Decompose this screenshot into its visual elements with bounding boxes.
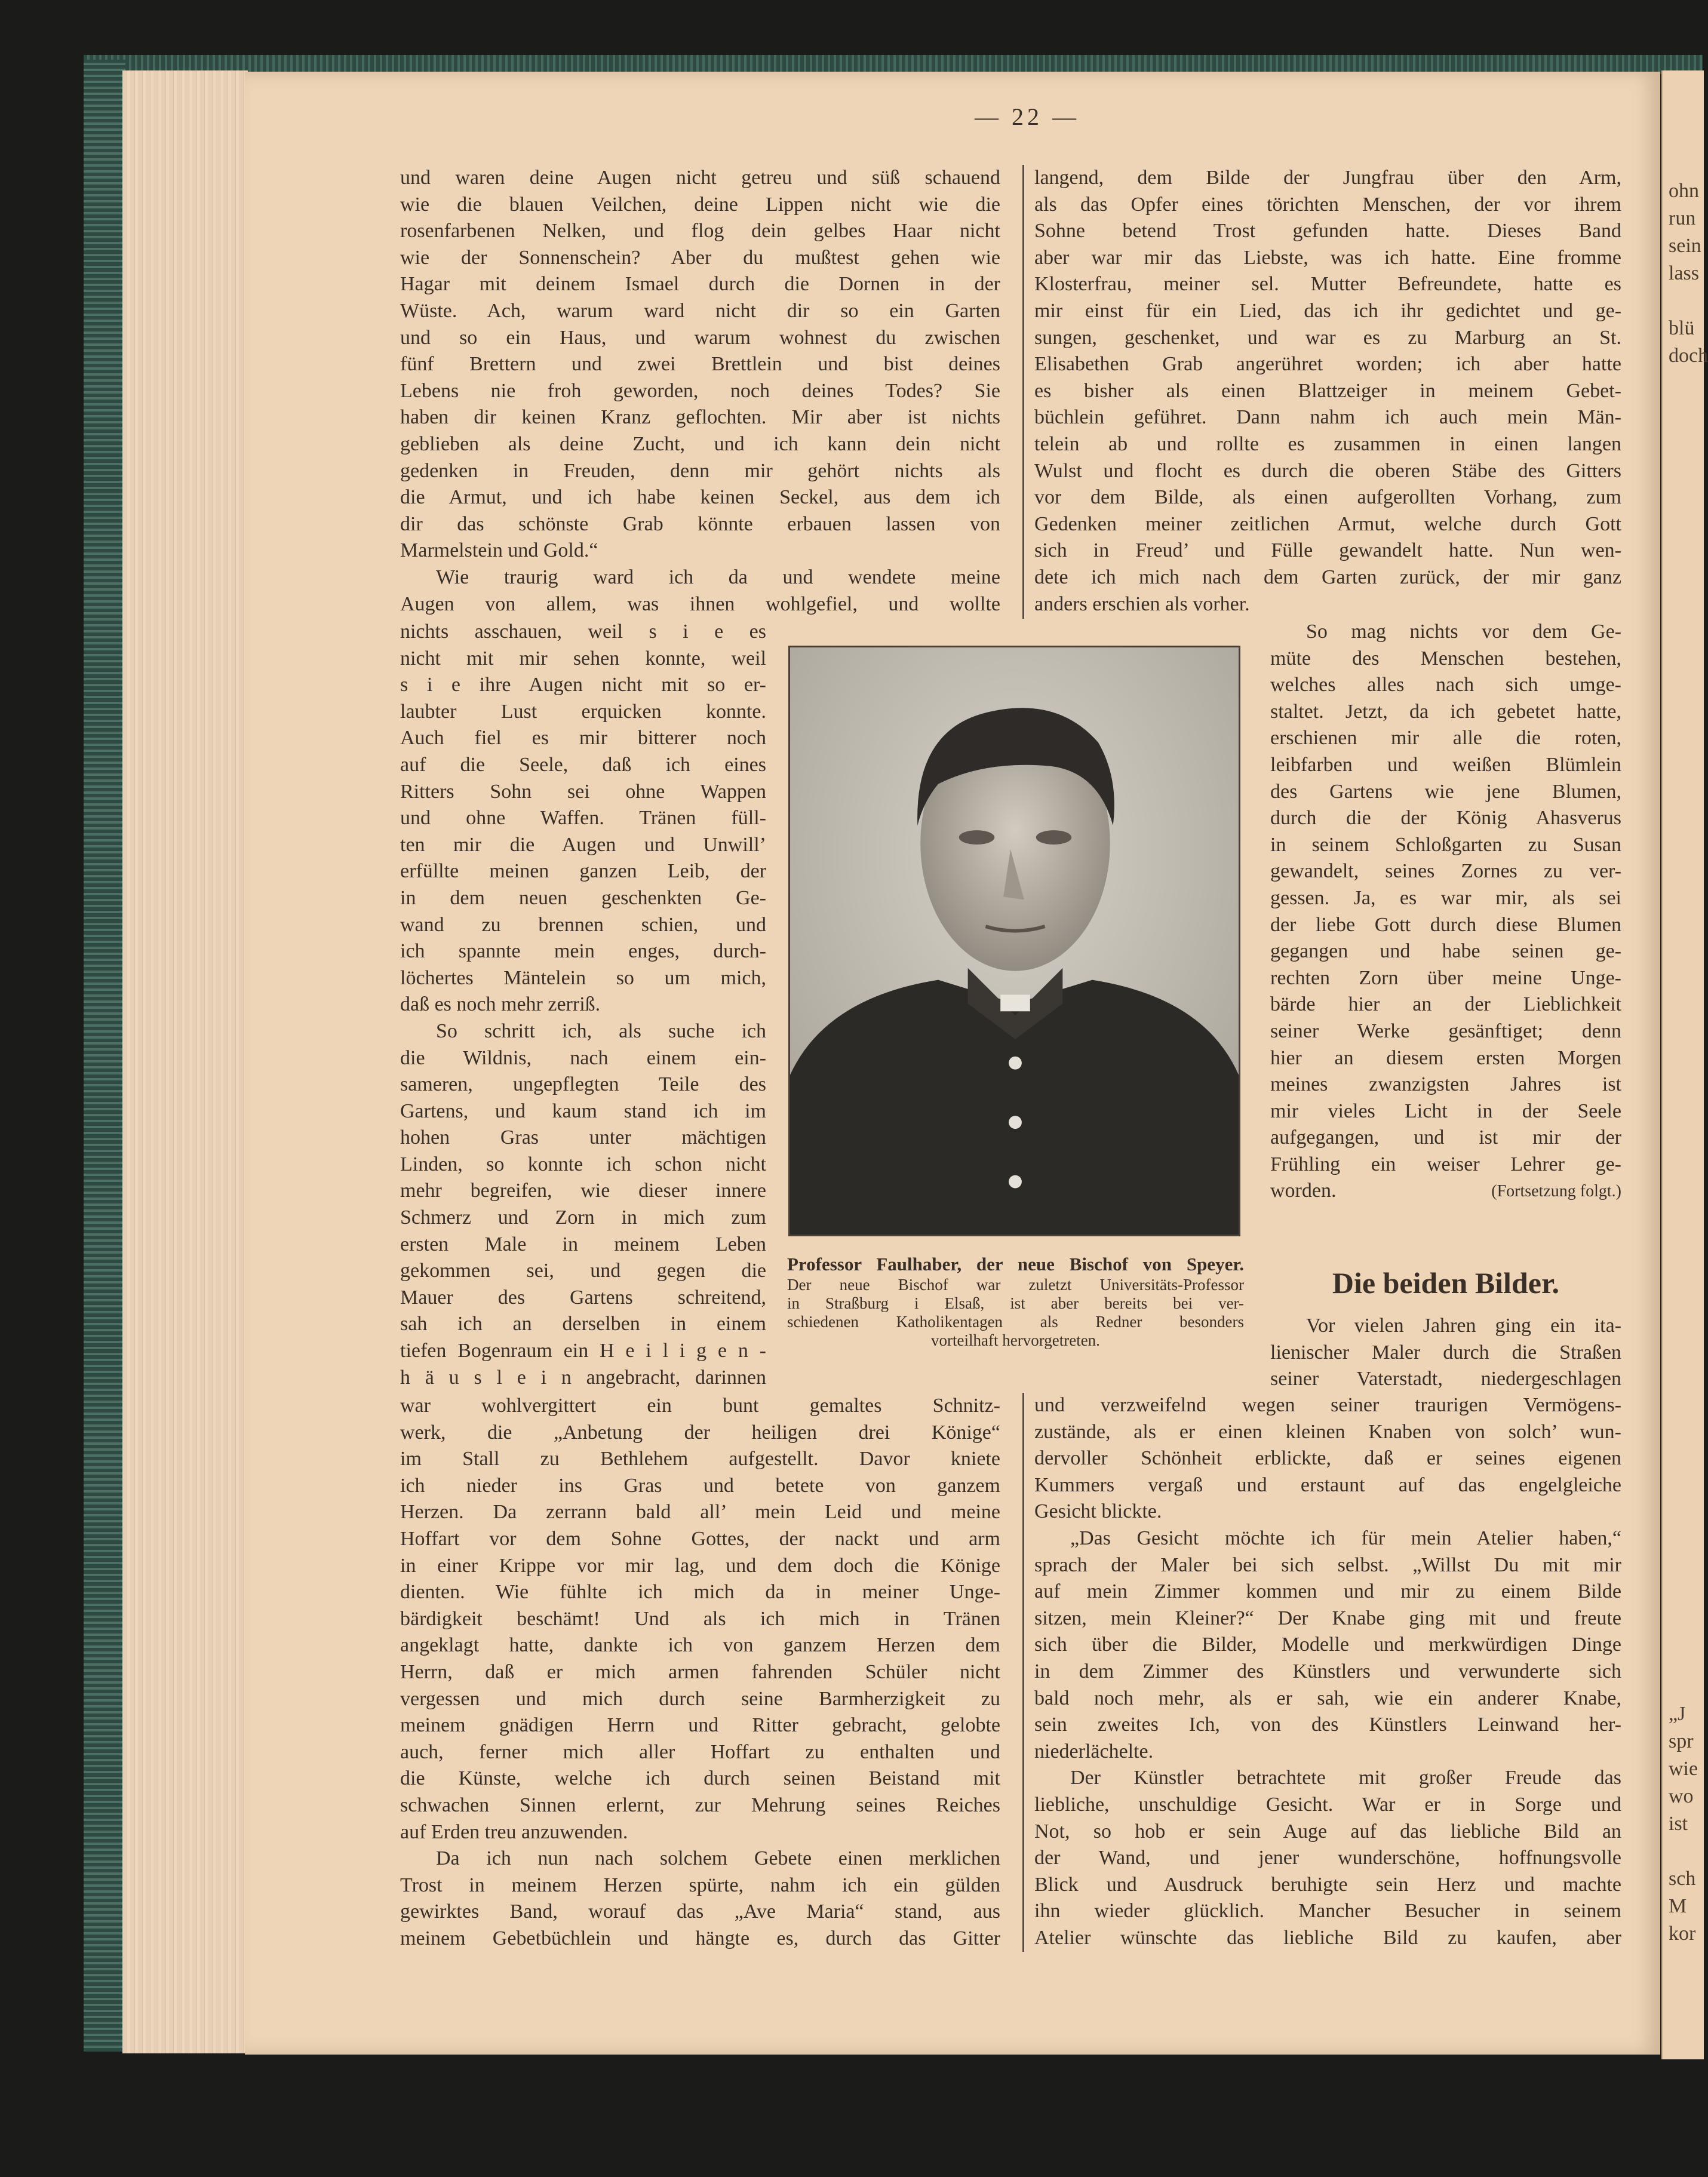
caption-line: in Straßburg i Elsaß, ist aber bereits bei ver-: [787, 1294, 1244, 1312]
text-line: anders erschien als vorher.: [1034, 592, 1250, 615]
text-line: die Künste, welche ich durch seinen Beistand mit: [400, 1767, 1000, 1790]
text-line: in dem Zimmer des Künstlers und verwunderte sich: [1034, 1660, 1621, 1682]
text-line: haben dir keinen Kranz geflochten. Mir aber ist nichts: [400, 406, 1000, 429]
book-cover-left-edge: [84, 60, 125, 2052]
text-line: in einer Krippe vor mir lag, und dem doch die Könige: [400, 1554, 1000, 1577]
text-line: ersten Male in meinem Leben: [400, 1233, 766, 1255]
next-page-text-fragment: sch: [1669, 1868, 1696, 1890]
text-line: und ohne Waffen. Tränen füll-: [400, 807, 766, 830]
text-line: seiner Vaterstadt, niedergeschlagen: [1270, 1368, 1621, 1390]
text-line: wie die blauen Veilchen, deine Lippen nicht wie die: [400, 193, 1000, 216]
text-line: hohen Gras unter mächtigen: [400, 1126, 766, 1149]
text-line: sameren, ungepflegten Teile des: [400, 1073, 766, 1096]
text-line: durch die der König Ahasverus: [1270, 807, 1621, 830]
text-line: gekommen sei, und gegen die: [400, 1260, 766, 1282]
text-line: Linden, so konnte ich schon nicht: [400, 1153, 766, 1175]
text-line: auch, ferner mich aller Hoffart zu enthalten und: [400, 1740, 1000, 1763]
text-line: telein ab und rollte es zusammen in einen langen: [1034, 432, 1621, 455]
text-line: leibfarben und weißen Blümlein: [1270, 753, 1621, 776]
text-line: sprach der Maler bei sich selbst. „Willst Du mit mir: [1034, 1553, 1621, 1576]
text-line: „Das Gesicht möchte ich für mein Atelier haben,“: [1070, 1527, 1621, 1549]
text-line: ich nieder ins Gras und betete von ganzem: [400, 1474, 1000, 1497]
text-line: Da ich nun nach solchem Gebete einen merklichen: [436, 1847, 1000, 1870]
column-divider: [1022, 1393, 1024, 1952]
text-line: So schritt ich, als suche ich: [436, 1020, 766, 1042]
text-line: Hoffart vor dem Sohne Gottes, der nackt und arm: [400, 1527, 1000, 1550]
text-line: Trost in meinem Herzen spürte, nahm ich ein gülden: [400, 1874, 1000, 1896]
text-line: vergessen und mich durch seine Barmherzigkeit zu: [400, 1687, 1000, 1710]
text-line: rosenfarbenen Nelken, und flog dein gelbes Haar nicht: [400, 220, 1000, 242]
text-line: dir das schönste Grab könnte erbauen lassen von: [400, 512, 1000, 535]
text-line: staltet. Jetzt, da ich gebetet hatte,: [1270, 700, 1621, 723]
text-line: gewandelt, seines Zornes zu ver-: [1270, 860, 1621, 883]
text-line: bärdigkeit beschämt! Und als ich mich in Tränen: [400, 1607, 1000, 1630]
text-line: in dem neuen geschenkten Ge-: [400, 886, 766, 909]
next-page-text-fragment: wo: [1669, 1785, 1694, 1807]
text-line: Wulst und flocht es durch die oberen Stäbe des Gitters: [1034, 459, 1621, 482]
text-line: sein zweites Ich, von des Künstlers Leinwand her-: [1034, 1714, 1621, 1736]
text-line: liebliche, unschuldige Gesicht. War er in Sorge und: [1034, 1793, 1621, 1816]
text-line: So mag nichts vor dem Ge-: [1306, 621, 1621, 643]
page-number: — 22 —: [975, 103, 1080, 130]
caption-line: Der neue Bischof war zuletzt Universitäts-Professor: [787, 1276, 1244, 1294]
next-page-text-fragment: „J: [1669, 1703, 1686, 1725]
text-line: Schmerz und Zorn in mich zum: [400, 1206, 766, 1229]
text-line: worden.: [1270, 1180, 1337, 1202]
text-line: fünf Brettern und zwei Brettlein und bist deines: [400, 353, 1000, 376]
text-line: sich über die Bilder, Modelle und merkwürdigen Dinge: [1034, 1633, 1621, 1656]
text-line: Herrn, daß er mich armen fahrenden Schüler nicht: [400, 1660, 1000, 1683]
text-line: Vor vielen Jahren ging ein ita-: [1306, 1315, 1621, 1337]
text-line: werk, die „Anbetung der heiligen drei Könige“: [400, 1421, 1000, 1444]
text-line: mir vieles Licht in der Seele: [1270, 1100, 1621, 1122]
text-line: wie der Sonnenschein? Aber du mußtest gehen wie: [400, 246, 1000, 269]
left-column-text-wrapped: [400, 619, 766, 1391]
text-line: geblieben als deine Zucht, und ich kann dein nicht: [400, 432, 1000, 455]
text-line: auf Erden treu anzuwenden.: [400, 1820, 628, 1843]
text-line: laubter Lust erquicken konnte.: [400, 700, 766, 723]
text-line: dienten. Wie fühlte ich mich da in meiner Unge-: [400, 1581, 1000, 1604]
text-line: meinem Gebetbüchlein und hängte es, durch das Gitter: [400, 1927, 1000, 1949]
text-line: des Gartens wie jene Blumen,: [1270, 780, 1621, 803]
next-page-text-fragment: ist: [1669, 1813, 1688, 1835]
next-page-text-fragment: lass: [1669, 262, 1699, 284]
text-line: Gedenken meiner zeitlichen Armut, welche durch Gott: [1034, 512, 1621, 535]
text-line: wand zu brennen schien, und: [400, 913, 766, 936]
text-line: hier an diesem ersten Morgen: [1270, 1046, 1621, 1069]
story-title: Die beiden Bilder.: [1332, 1266, 1560, 1300]
text-line: mehr begreifen, wie dieser innere: [400, 1180, 766, 1202]
next-page-text-fragment: blü: [1669, 317, 1695, 339]
text-line: müte des Menschen bestehen,: [1270, 647, 1621, 670]
text-line: Atelier wünschte das liebliche Bild zu kaufen, aber: [1034, 1926, 1621, 1949]
story-intro-text: [1270, 1313, 1621, 1393]
text-line: Gesicht blickte.: [1034, 1500, 1162, 1523]
next-page-text-fragment: run: [1669, 207, 1696, 229]
text-line: angeklagt hatte, dankte ich von ganzem Herzen dem: [400, 1634, 1000, 1657]
text-line: ich spannte mein enges, durch-: [400, 940, 766, 963]
text-line: erfüllte meinen ganzen Leib, der: [400, 860, 766, 883]
column-divider: [1022, 165, 1024, 619]
text-line: Gartens, und kaum stand ich im: [400, 1100, 766, 1122]
text-line: Kummers vergaß und erstaunt auf das engelgleiche: [1034, 1473, 1621, 1496]
text-line: Wüste. Ach, warum ward nicht dir so ein Garten: [400, 299, 1000, 322]
text-line: sitzen, mein Kleiner?“ Der Knabe ging mit und freute: [1034, 1607, 1621, 1629]
left-column-text-top: [400, 165, 1000, 618]
text-line: gessen. Ja, es war mir, als sei: [1270, 886, 1621, 909]
text-line: auf die Seele, daß ich eines: [400, 753, 766, 776]
text-line: nichts asschauen, weil s i e es: [400, 621, 766, 643]
next-page-text-fragment: ohn: [1669, 180, 1699, 202]
text-line: und waren deine Augen nicht getreu und süß schauend: [400, 167, 1000, 189]
text-line: in seinem Schloßgarten zu Susan: [1270, 833, 1621, 856]
text-line: Augen von allem, was ihnen wohlgefiel, und wollte: [400, 592, 1000, 615]
text-line: Auch fiel es mir bitterer noch: [400, 727, 766, 750]
text-line: Wie traurig ward ich da und wendete meine: [436, 566, 1000, 588]
text-line: dervoller Schönheit erblickte, daß er seines eigenen: [1034, 1447, 1621, 1470]
text-line: Mauer des Gartens schreitend,: [400, 1286, 766, 1309]
text-line: der liebe Gott durch diese Blumen: [1270, 913, 1621, 936]
text-line: es bisher als einen Blattzeiger in meinem Gebet-: [1034, 379, 1621, 402]
text-line: gedenken in Freuden, denn mir gehört nichts als: [400, 459, 1000, 482]
text-line: Blick und Ausdruck beruhigte sein Herz und machte: [1034, 1873, 1621, 1896]
text-line: nicht mit mir sehen konnte, weil: [400, 647, 766, 670]
next-page-text-fragment: kor: [1669, 1923, 1696, 1945]
caption-line: schiedenen Katholikentagen als Redner besonders: [787, 1313, 1244, 1331]
text-line: Lebens nie froh geworden, noch deines Todes? Sie: [400, 379, 1000, 402]
text-line: tiefen Bogenraum ein H e i l i g e n -: [400, 1340, 766, 1362]
page-stack-edge: [122, 70, 248, 2053]
text-line: Elisabethen Grab angerühret worden; ich aber hatte: [1034, 353, 1621, 376]
text-line: lienischer Maler durch die Straßen: [1270, 1341, 1621, 1364]
text-line: gegangen und habe seinen ge-: [1270, 940, 1621, 963]
text-line: daß es noch mehr zerriß.: [400, 993, 601, 1016]
text-line: aufgegangen, und ist mir der: [1270, 1126, 1621, 1149]
next-page-text-fragment: sein: [1669, 235, 1701, 257]
text-line: im Stall zu Bethlehem aufgestellt. Davor kniete: [400, 1448, 1000, 1470]
text-line: Klosterfrau, meiner sel. Mutter Befreundete, hatte es: [1034, 273, 1621, 296]
text-line: bald noch mehr, als er sah, wie ein anderer Knabe,: [1034, 1687, 1621, 1709]
text-line: sungen, geschenket, und war es zu Marburg an St.: [1034, 326, 1621, 349]
text-line: die Armut, und ich habe keinen Seckel, aus dem ich: [400, 486, 1000, 509]
text-line: die Wildnis, nach einem ein-: [400, 1046, 766, 1069]
text-line: meinem gnädigen Herrn und Ritter gebracht, gelobte: [400, 1714, 1000, 1737]
text-line: büchlein geführet. Dann nahm ich auch mein Män-: [1034, 406, 1621, 429]
next-page-edge: [1661, 70, 1708, 2059]
text-line: der Wand, und jener wunderschöne, hoffnungsvolle: [1034, 1847, 1621, 1869]
text-line: s i e ihre Augen nicht mit so er-: [400, 674, 766, 696]
text-line: rechten Zorn über meine Unge-: [1270, 966, 1621, 989]
right-column-text-wrapped: [1270, 619, 1621, 1205]
text-line: sich in Freud’ und Fülle gewandelt hatte. Nun wen-: [1034, 539, 1621, 562]
text-line: Der Künstler betrachtete mit großer Freude das: [1070, 1767, 1621, 1789]
text-line: gewirktes Band, worauf das „Ave Maria“ stand, aus: [400, 1900, 1000, 1923]
next-page-text-fragment: spr: [1669, 1730, 1694, 1752]
text-line: zustände, als er einen kleinen Knaben von solch’ wun-: [1034, 1420, 1621, 1443]
next-page-text-fragment: doch: [1669, 345, 1708, 367]
left-column-text-bottom: [400, 1393, 1000, 1952]
next-page-text-fragment: wie: [1669, 1758, 1698, 1780]
caption-title: Professor Faulhaber, der neue Bischof von Speyer.: [787, 1254, 1244, 1275]
text-line: Ritters Sohn sei ohne Wappen: [400, 780, 766, 803]
text-line: seiner Werke gesänftiget; denn: [1270, 1020, 1621, 1042]
portrait-photo: [788, 646, 1240, 1236]
text-line: bärde hier an der Lieblichkeit: [1270, 993, 1621, 1016]
text-line: sah ich an derselben in einem: [400, 1313, 766, 1335]
text-line: ten mir die Augen und Unwill’: [400, 833, 766, 856]
text-line: war wohlvergittert ein bunt gemaltes Schnitz-: [400, 1395, 1000, 1417]
text-line: dete ich mich nach dem Garten zurück, der mir ganz: [1034, 566, 1621, 588]
text-line: auf mein Zimmer kommen und mir zu einem Bilde: [1034, 1580, 1621, 1603]
caption-line: vorteilhaft hervorgetreten.: [931, 1331, 1100, 1349]
portrait-image: [790, 647, 1239, 1235]
continued-note: (Fortsetzung folgt.): [1491, 1181, 1621, 1200]
text-line: vor dem Bilde, als einen aufgerollten Vorhang, zum: [1034, 486, 1621, 509]
text-line: niederlächelte.: [1034, 1740, 1154, 1763]
text-line: als das Opfer eines törichten Menschen, der vor ihrem: [1034, 193, 1621, 216]
text-line: aber war mir das Liebste, was ich hatte. Eine fromme: [1034, 246, 1621, 269]
right-column-text-bottom: [1034, 1392, 1621, 1951]
text-line: Sohne betend Trost gefunden hatte. Dieses Band: [1034, 220, 1621, 242]
text-line: meines zwanzigsten Jahres ist: [1270, 1073, 1621, 1096]
text-line: und verzweifelnd wegen seiner traurigen Vermögens-: [1034, 1394, 1621, 1416]
text-line: Herzen. Da zerrann bald all’ mein Leid und meine: [400, 1501, 1000, 1524]
text-line: und so ein Haus, und warum wohnest du zwischen: [400, 326, 1000, 349]
text-line: langend, dem Bilde der Jungfrau über den Arm,: [1034, 167, 1621, 189]
text-line: Hagar mit deinem Ismael durch die Dornen in der: [400, 273, 1000, 296]
photo-caption: [787, 1253, 1244, 1350]
text-line: ihn wieder glücklich. Mancher Besucher in seinem: [1034, 1900, 1621, 1923]
text-line: löchertes Mäntelein so um mich,: [400, 966, 766, 989]
text-line: welches alles nach sich umge-: [1270, 674, 1621, 696]
text-line: Not, so hob er sein Auge auf das liebliche Bild an: [1034, 1820, 1621, 1843]
text-line: mir einst für ein Lied, das ich ihr gedichtet und ge-: [1034, 299, 1621, 322]
text-line: schwachen Sinnen erlernt, zur Mehrung seines Reiches: [400, 1794, 1000, 1816]
text-line: h ä u s l e i n angebracht, darinnen: [400, 1366, 766, 1389]
next-page-text-fragment: M: [1669, 1895, 1687, 1917]
right-column-text-top: [1034, 165, 1621, 618]
text-line: Frühling ein weiser Lehrer ge-: [1270, 1153, 1621, 1175]
text-line: Marmelstein und Gold.“: [400, 539, 598, 562]
text-line: erschienen mir alle die roten,: [1270, 727, 1621, 750]
